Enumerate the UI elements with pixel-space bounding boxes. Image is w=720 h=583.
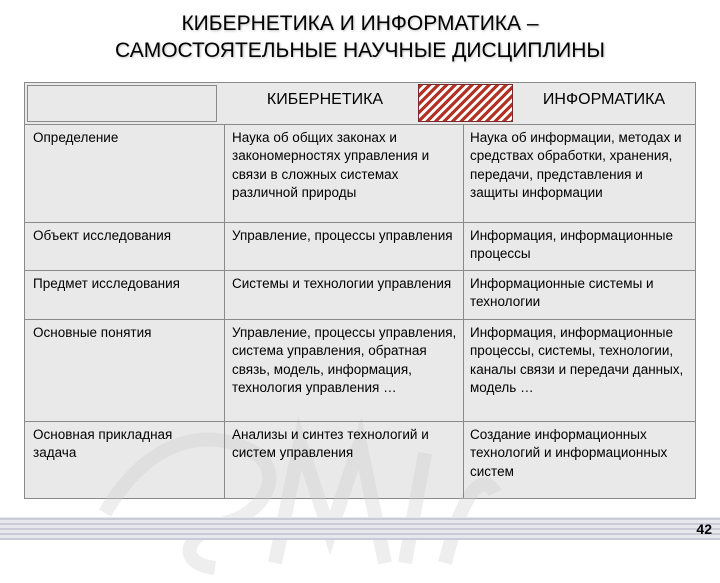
footer-stripe [0,517,720,540]
header-informatics: ИНФОРМАТИКА [542,91,666,108]
row-label: Определение [33,130,119,145]
row-label: Предмет исследования [33,276,180,291]
row-label: Основная прикладная задача [33,427,173,461]
table-row [25,422,695,497]
cybernetics-cell: Системы и технологии управления [232,276,452,291]
header-cybernetics: КИБЕРНЕТИКА [266,91,384,108]
slide-title [0,10,720,64]
hatched-divider [418,84,513,122]
cybernetics-cell: Управление, процессы управления [232,228,453,243]
informatics-cell: Создание информационных технологий и информационных систем [470,427,668,479]
comparison-table [24,82,696,499]
table-header-row [25,83,695,125]
cybernetics-cell: Наука об общих законах и закономерностях управления и связи в сложных системах различной природы [232,130,430,200]
page-number: 42 [696,521,712,537]
table-row [25,223,695,271]
title-line-2: САМОСТОЯТЕЛЬНЫЕ НАУЧНЫЕ ДИСЦИПЛИНЫ [115,39,605,62]
cybernetics-cell: Управление, процессы управления, система управления, обратная связь, модель, информация, технология управления … [232,325,457,395]
cybernetics-cell: Анализы и синтез технологий и систем управления [232,427,429,461]
informatics-cell: Наука об информации, методах и средствах обработки, хранения, передачи, представления и защиты информации [470,130,682,200]
informatics-cell: Информация, информационные процессы, системы, технологии, каналы связи и передачи данных, модель … [470,325,684,395]
header-empty-cell [27,85,217,122]
table-row [25,125,695,223]
table-row [25,271,695,320]
row-label: Объект исследования [33,228,172,243]
informatics-cell: Информационные системы и технологии [470,276,654,310]
informatics-cell: Информация, информационные процессы [470,228,673,262]
row-label: Основные понятия [33,325,152,340]
title-line-1: КИБЕРНЕТИКА И ИНФОРМАТИКА – [181,12,539,35]
table-row [25,320,695,422]
